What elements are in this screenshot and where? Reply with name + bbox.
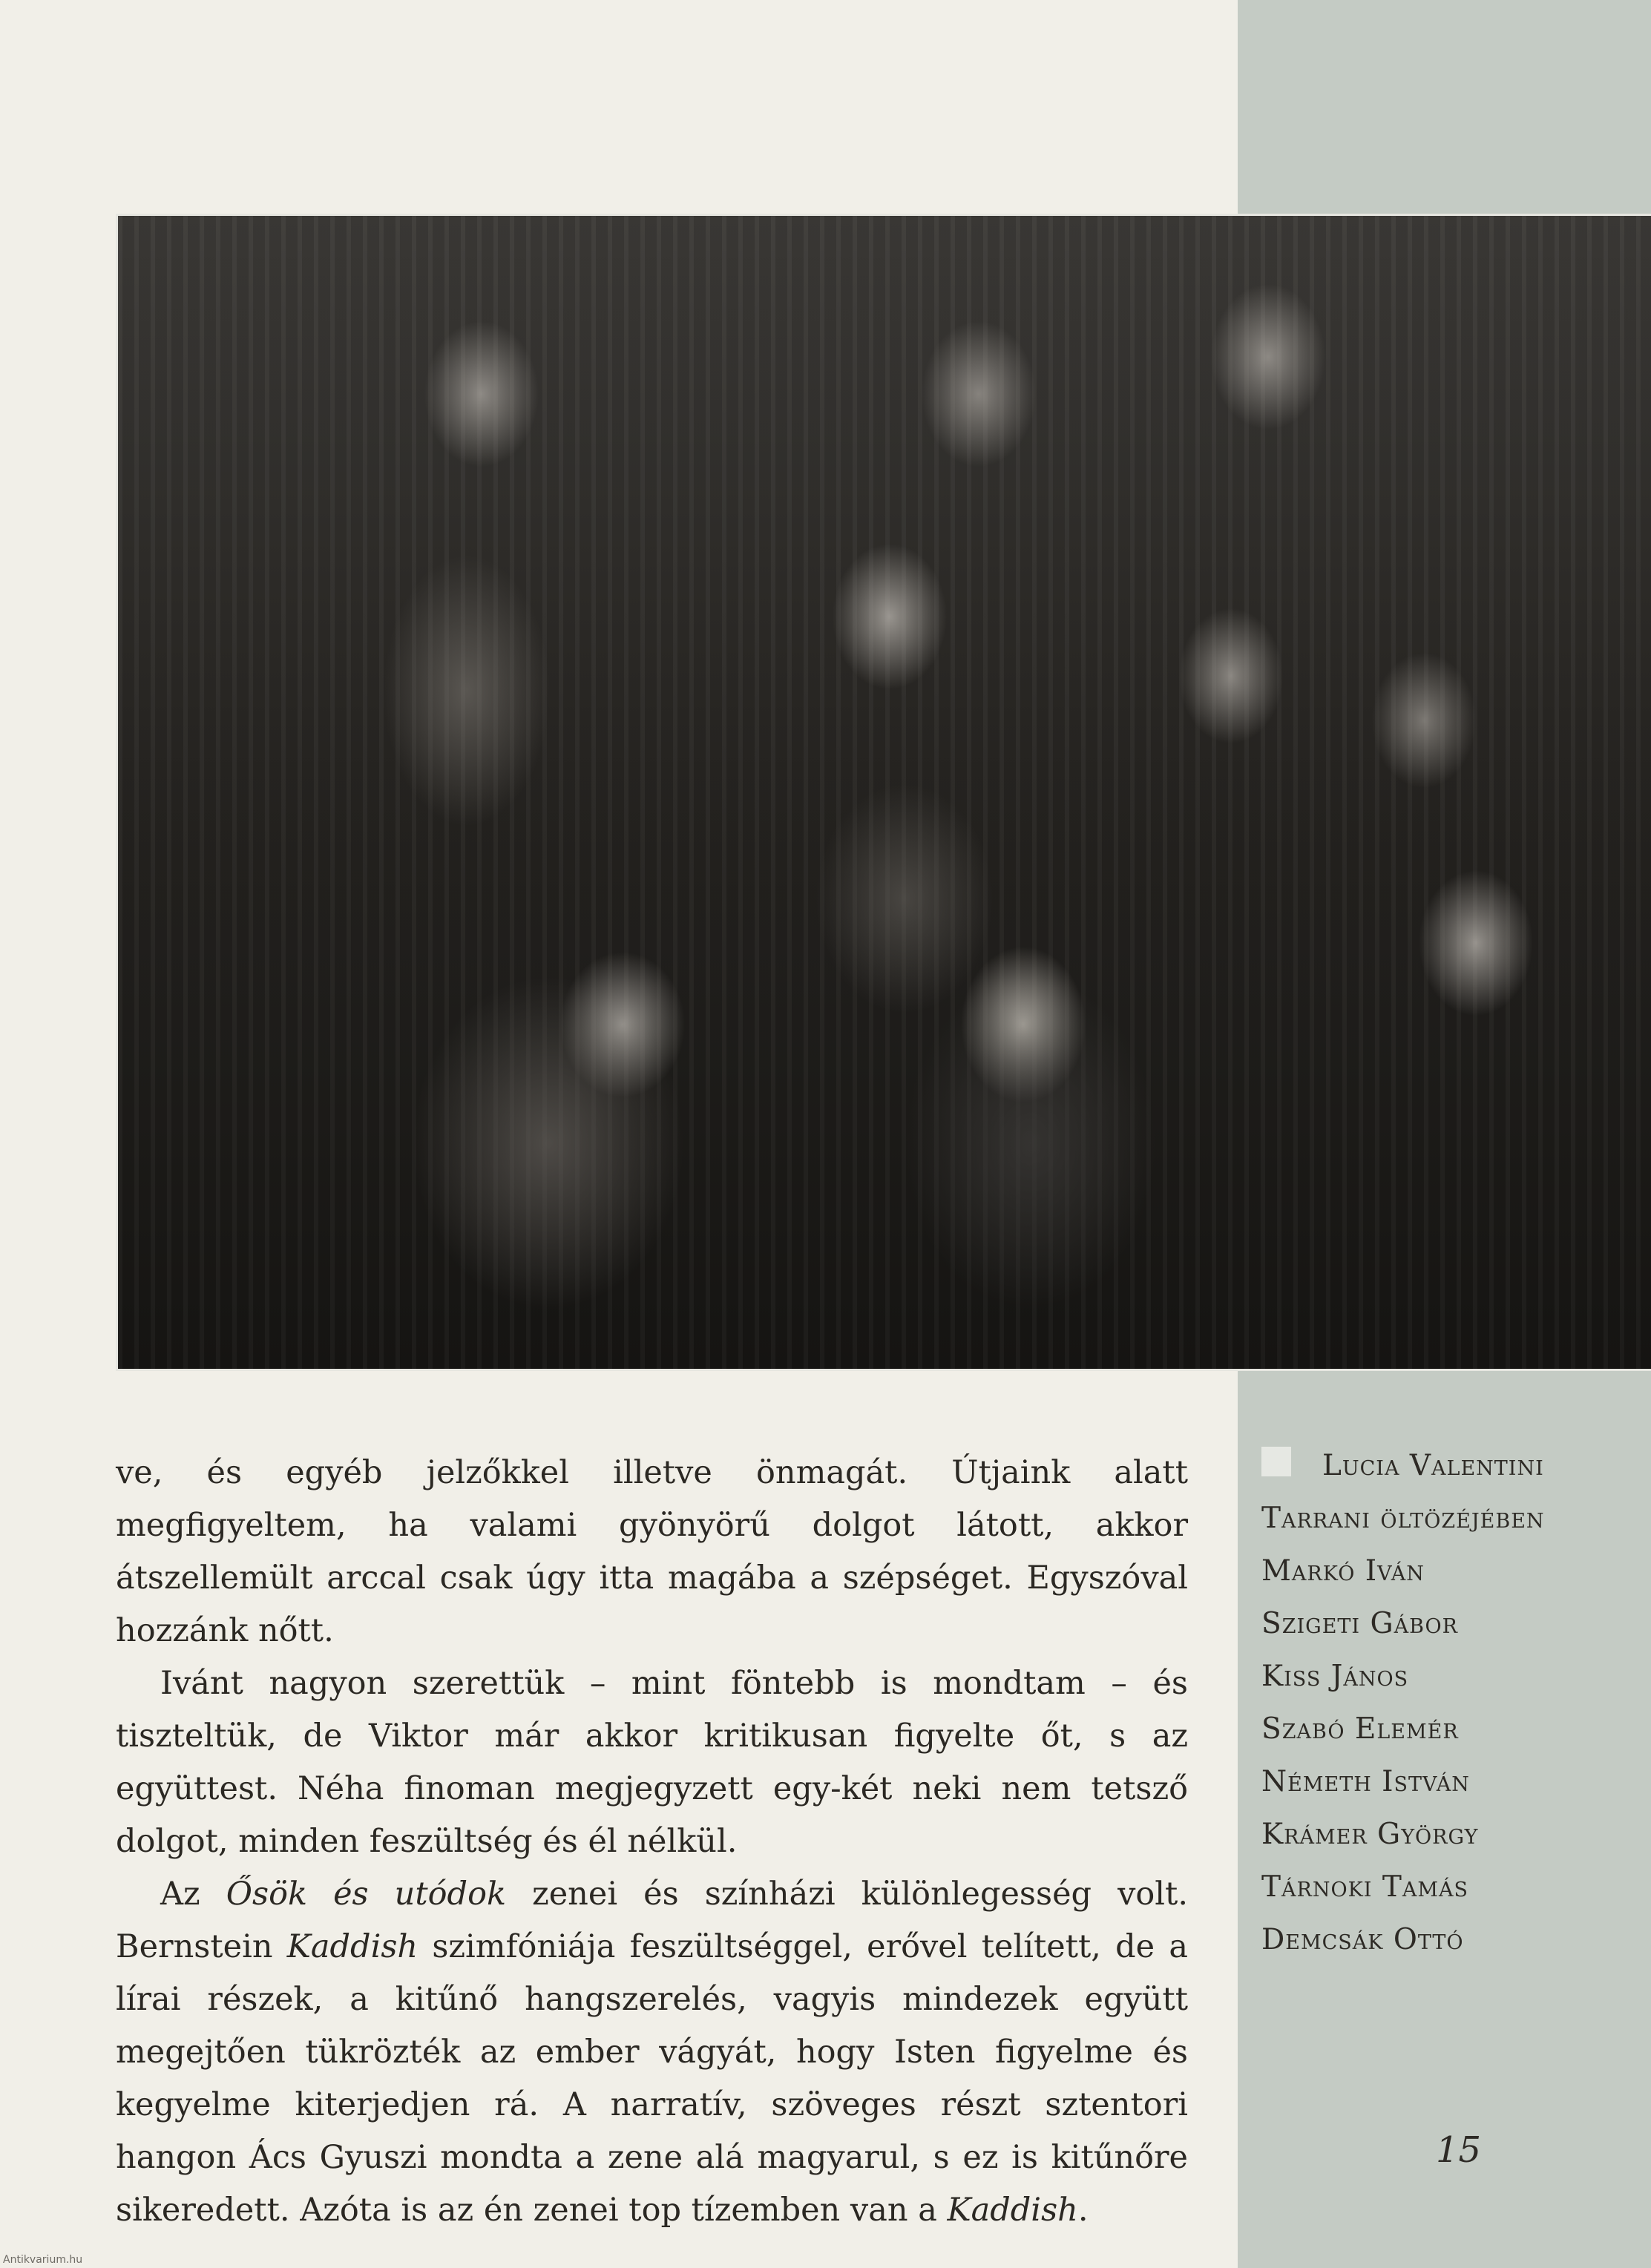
- photo-caption: [1261, 1439, 1632, 1966]
- work-title-kaddish-2: Kaddish: [947, 2192, 1078, 2229]
- watermark: Antikvarium.hu: [3, 2254, 83, 2266]
- caption-line: Tárnoki Tamás: [1261, 1870, 1468, 1904]
- paragraph-3-end: .: [1077, 2192, 1089, 2229]
- paragraph-1: ve, és egyéb jelzőkkel illetve önmagát. Útjaink alatt megfigyeltem, ha valami gyönyörű dolgot látott, akkor átszellemült arccal csak úgy itta magába a szépséget. Egyszóval hozzánk nőtt.: [116, 1454, 1188, 1649]
- caption-line: Markó Iván: [1261, 1554, 1425, 1588]
- caption-line: Kiss János: [1261, 1660, 1409, 1693]
- paragraph-3: [116, 1868, 1188, 2237]
- caption-line: Lucia Valentini: [1322, 1449, 1544, 1482]
- page-number: 15: [1436, 2129, 1482, 2171]
- paragraph-3-start: Az: [160, 1876, 226, 1913]
- caption-line: Szabó Elemér: [1261, 1712, 1459, 1746]
- caption-line: Németh István: [1261, 1765, 1470, 1798]
- body-text: [116, 1447, 1188, 2237]
- paragraph-3-rest: szimfóniája feszültséggel, erővel telített, de a lírai részek, a kitűnő hangszerelés, vagyis mindezek együtt megejtően tükrözték az ember vágyát, hogy Isten figyelme és kegyelme kiterjedjen rá. A narratív, szöveges részt sztentori hangon Ács Gyuszi mondta a zene alá magyarul, s ez is kitűnőre sikeredett. Azóta is az én zenei top tízemben van a: [116, 1928, 1188, 2229]
- paragraph-3-mid: zenei és színházi különlegesség volt. Bernstein: [116, 1876, 1188, 1965]
- work-title-kaddish: Kaddish: [286, 1928, 419, 1965]
- work-title-osok-es-utodok: Ősök és utódok: [226, 1876, 507, 1913]
- caption-line: Demcsák Ottó: [1261, 1923, 1464, 1956]
- caption-line: Tarrani öltözéjében: [1261, 1502, 1545, 1535]
- paragraph-2: Ivánt nagyon szerettük – mint föntebb is mondtam – és tiszteltük, de Viktor már akkor kritikusan figyelte őt, s az együttest. Néha finoman megjegyzett egy-két neki nem tetsző dolgot, minden feszültség és él nélkül.: [116, 1665, 1188, 1860]
- ensemble-photo: [116, 214, 1651, 1371]
- caption-line: Szigeti Gábor: [1261, 1607, 1458, 1640]
- caption-line: Krámer György: [1261, 1818, 1479, 1851]
